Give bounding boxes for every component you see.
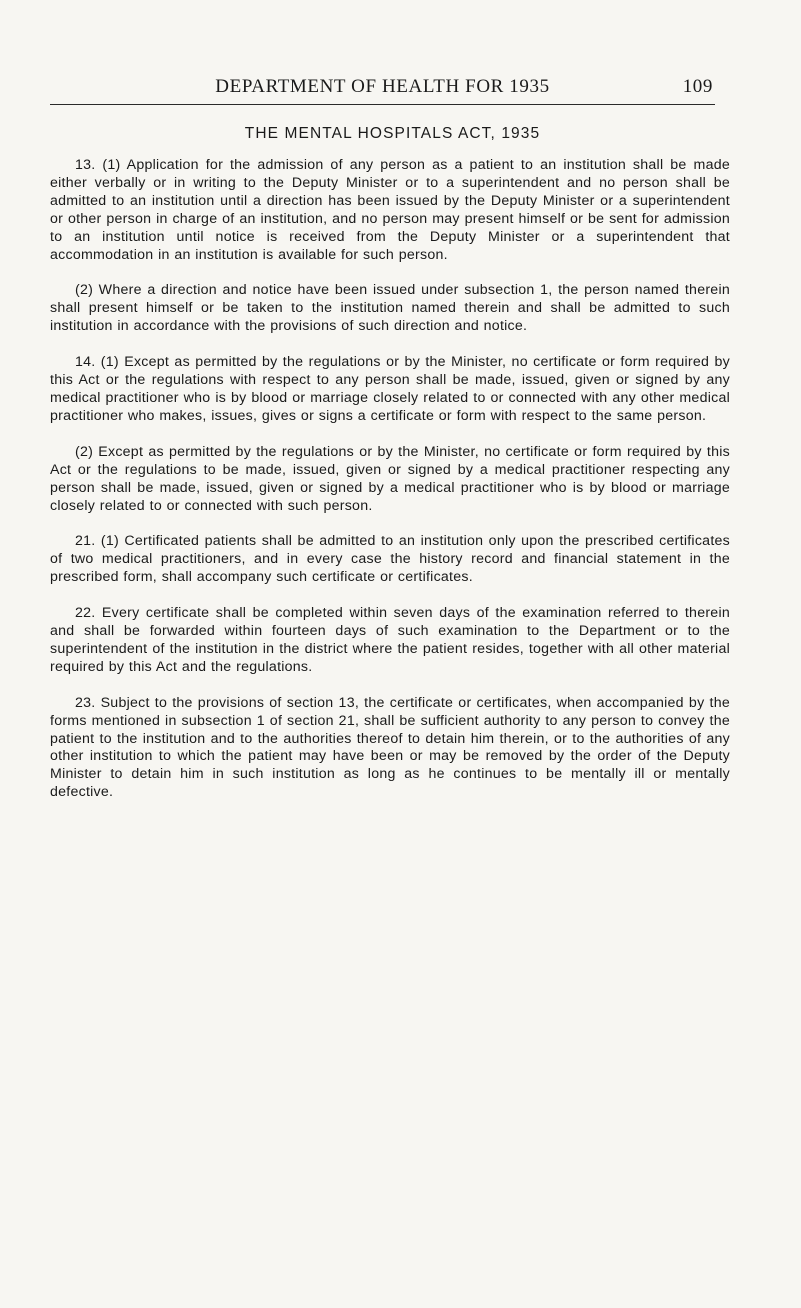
paragraph-14-2: (2) Except as permitted by the regulations or by the Minister, no certificate or form required by this Act or the regulations to be made, issued, given or signed by a medical practitioner respecting any person shall be made, issued, given or signed by a medical practitioner who is by blood or marriage closely related to or connected with such person. xyxy=(50,443,730,514)
paragraph-13-2: (2) Where a direction and notice have been issued under subsection 1, the person named therein shall present himself or be taken to the institution named therein and shall be admitted to such institution in accordance with the provisions of such direction and notice. xyxy=(50,282,730,335)
paragraph-23: 23. Subject to the provisions of section 13, the certificate or certificates, when accompanied by the forms mentioned in subsection 1 of section 21, shall be sufficient authority to any person to convey the patient to the institution and to the authorities thereof to detain him therein, or to the authorities of any other institution to which the patient may have been or may be removed by the order of the Deputy Minister to detain him in such institution as long as he continues to be mentally ill or mentally defective. xyxy=(50,694,730,801)
paragraph-13-1: 13. (1) Application for the admission of any person as a patient to an institution shall be made either verbally or in writing to the Deputy Minister or to a superintendent and no person shall be admitted to an institution until a direction has been issued by the Deputy Minister or a superintendent or other person in charge of an institution, and no person may present himself or be sent for admission to an institution until notice is received from the Deputy Minister or a superintendent that accommodation in an institution is available for such person. xyxy=(50,157,730,263)
running-title: DEPARTMENT OF HEALTH FOR 1935 xyxy=(215,76,550,97)
running-head xyxy=(50,74,715,105)
paragraph-21-1: 21. (1) Certificated patients shall be admitted to an institution only upon the prescribed certificates of two medical practitioners, and in every case the history record and financial statement in the prescribed form, shall accompany such certificate or certificates. xyxy=(50,533,730,586)
paragraph-22: 22. Every certificate shall be completed within seven days of the examination referred to therein and shall be forwarded within fourteen days of such examination to the Department or to the superintendent of the institution in the district where the patient resides, together with all other material required by this Act and the regulations. xyxy=(50,605,730,675)
paragraph-14-1: 14. (1) Except as permitted by the regulations or by the Minister, no certificate or form required by this Act or the regulations with respect to any person shall be made, issued, given or signed by any medical practitioner who is by blood or marriage closely related to or connected with any other medical practitioner who makes, issues, gives or signs a certificate or form with respect to the same person. xyxy=(50,354,730,424)
body-text xyxy=(50,157,730,820)
act-title: THE MENTAL HOSPITALS ACT, 1935 xyxy=(244,125,541,142)
page-number: 109 xyxy=(682,76,713,97)
